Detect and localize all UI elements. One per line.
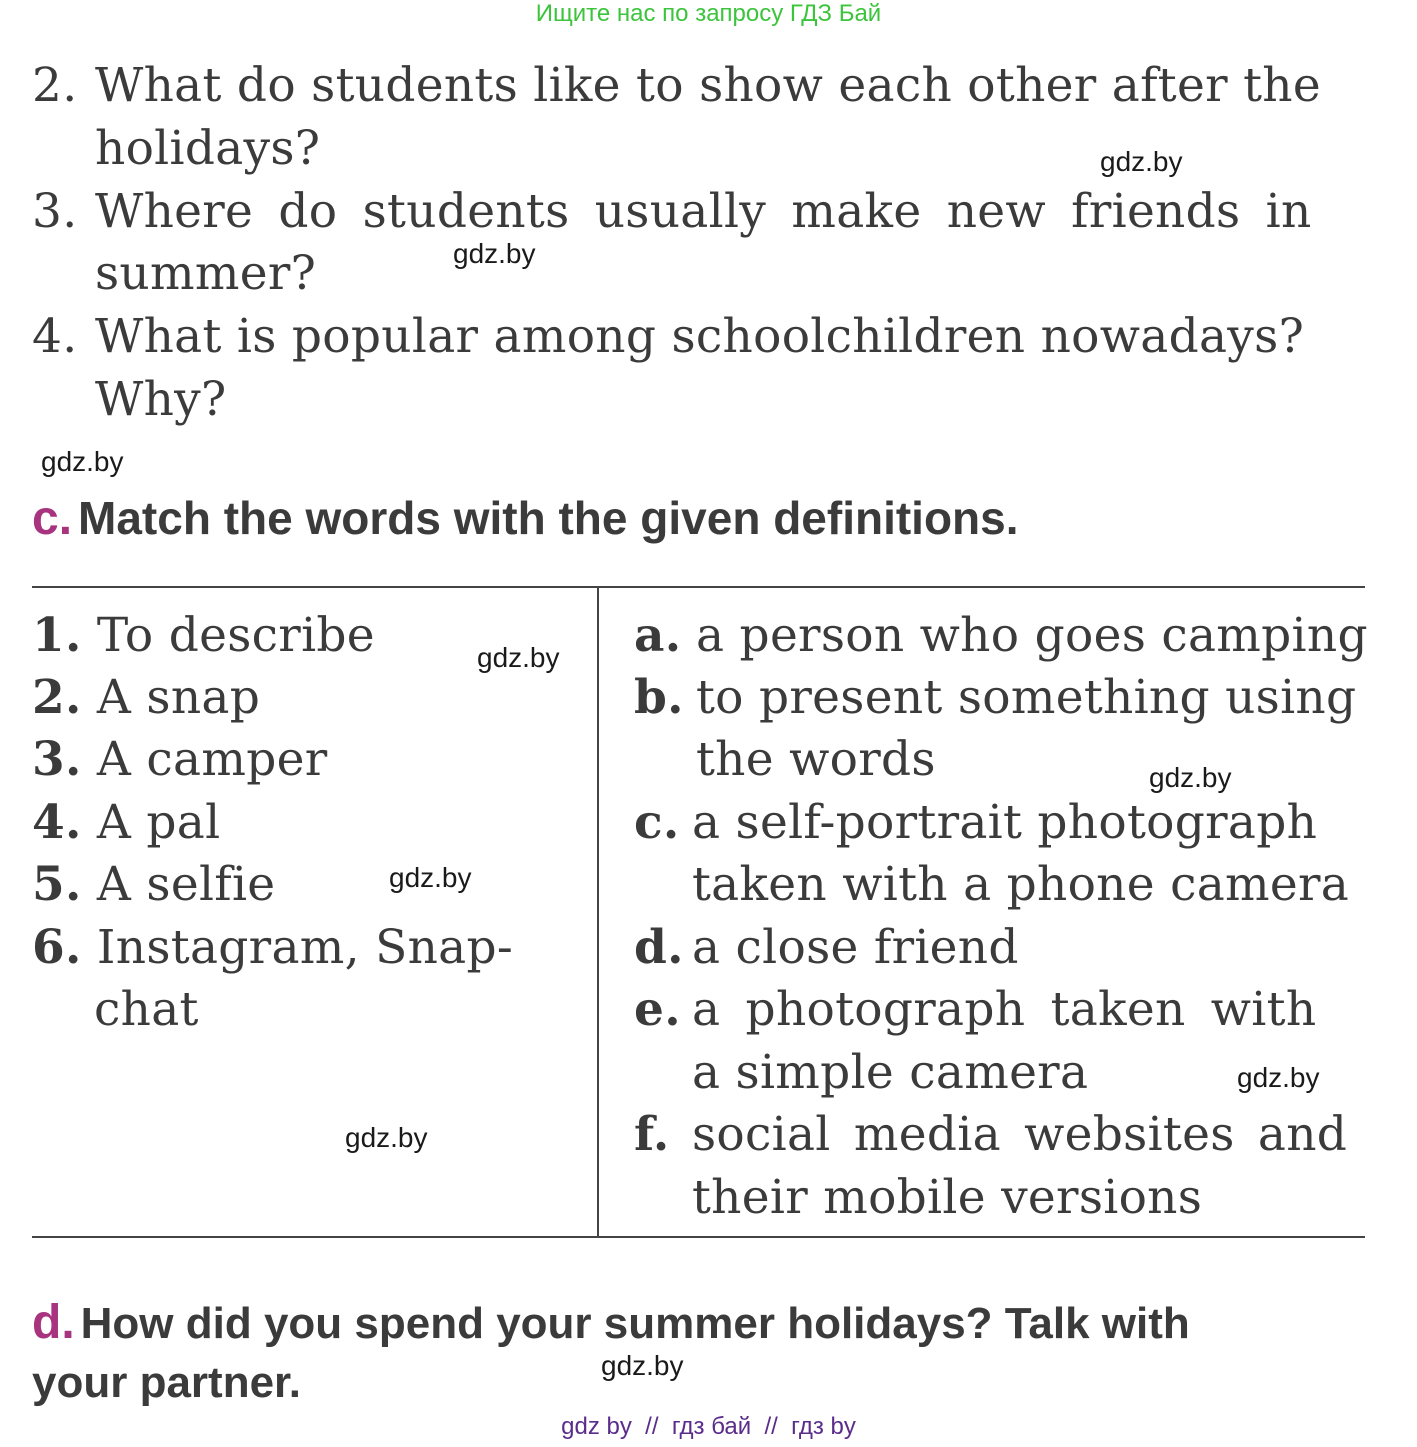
watermark: gdz.by <box>41 446 124 477</box>
definition-f-line-1: social media websites and <box>692 1107 1348 1162</box>
word-text: To describe <box>96 608 375 663</box>
definition-a-letter: a. <box>634 608 682 663</box>
watermark: gdz.by <box>601 1350 684 1381</box>
definition-f-letter: f. <box>634 1107 670 1162</box>
word-4 <box>32 792 220 854</box>
word-number: 1. <box>32 608 82 663</box>
watermark: gdz.by <box>1237 1062 1320 1093</box>
question-3-number: 3. <box>32 184 78 239</box>
watermark: gdz.by <box>453 238 536 269</box>
watermark: gdz.by <box>389 862 472 893</box>
watermark: gdz.by <box>477 642 560 673</box>
word-5 <box>32 854 275 916</box>
definition-c-letter: c. <box>634 795 680 850</box>
definition-b-line-2: the words <box>696 732 936 787</box>
word-1 <box>32 605 375 667</box>
word-number: 6. <box>32 920 82 975</box>
question-2-line-1: What do students like to show each other after the <box>95 58 1321 113</box>
table-divider <box>597 587 599 1238</box>
top-banner: Ищите нас по запросу ГДЗ Бай <box>535 0 882 27</box>
word-text: Instagram, Snap- <box>96 920 514 975</box>
question-4-number: 4. <box>32 309 78 364</box>
watermark: gdz.by <box>345 1122 428 1153</box>
definition-b-line-1: to present something using <box>696 670 1357 725</box>
footer-links: gdz by // гдз бай // гдз by <box>561 1413 856 1440</box>
question-2-line-2: holidays? <box>95 121 321 176</box>
word-3 <box>32 729 327 791</box>
definition-d-line-1: a close friend <box>692 920 1019 975</box>
question-4-line-2: Why? <box>95 372 227 427</box>
section-c-heading <box>32 490 1019 547</box>
table-bottom-rule <box>32 1236 1365 1238</box>
word-number: 4. <box>32 795 82 850</box>
word-number: 2. <box>32 670 82 725</box>
section-d-letter: d. <box>32 1296 75 1349</box>
section-c-letter: c. <box>32 492 73 545</box>
section-c-text: Match the words with the given definitions. <box>78 492 1019 544</box>
definition-c-line-2: taken with a phone camera <box>692 857 1350 912</box>
definition-e-line-2: a simple camera <box>692 1045 1089 1100</box>
section-d-text-line-1: How did you spend your summer holidays? Talk with <box>80 1299 1190 1348</box>
table-top-rule <box>32 586 1365 588</box>
definition-e-line-1: a photograph taken with <box>692 982 1317 1037</box>
question-4-line-1: What is popular among schoolchildren nowadays? <box>95 309 1305 364</box>
watermark: gdz.by <box>1100 146 1183 177</box>
section-d-heading <box>32 1295 1190 1352</box>
watermark: gdz.by <box>1149 762 1232 793</box>
question-2-number: 2. <box>32 58 78 113</box>
question-3-line-1: Where do students usually make new friends in <box>95 184 1312 239</box>
question-3-line-2: summer? <box>95 246 317 301</box>
word-text: A pal <box>96 795 221 850</box>
definition-d-letter: d. <box>634 920 684 975</box>
word-text: A snap <box>96 670 261 725</box>
word-6 <box>32 917 513 979</box>
definition-b-letter: b. <box>634 670 684 725</box>
word-text: A selfie <box>96 857 276 912</box>
word-number: 3. <box>32 732 82 787</box>
section-d-text-line-2: your partner. <box>32 1358 301 1407</box>
word-text: A camper <box>96 732 328 787</box>
definition-a-line-1: a person who goes camping <box>696 608 1368 663</box>
word-number: 5. <box>32 857 82 912</box>
word-2 <box>32 667 260 729</box>
definition-f-line-2: their mobile versions <box>692 1170 1203 1225</box>
definition-c-line-1: a self-portrait photograph <box>692 795 1318 850</box>
word-6-continuation: chat <box>94 982 199 1037</box>
definition-e-letter: e. <box>634 982 681 1037</box>
